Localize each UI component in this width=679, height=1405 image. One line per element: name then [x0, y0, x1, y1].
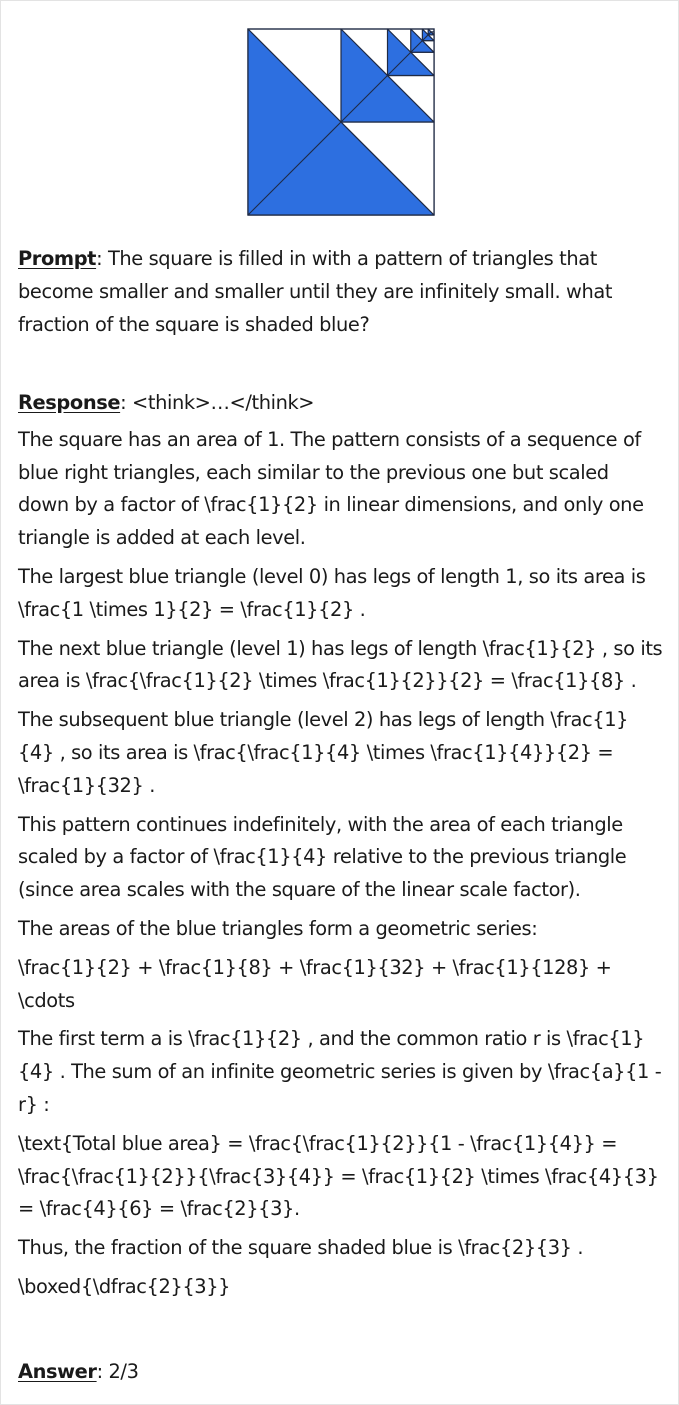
response-paragraph: The first term a is \frac{1}{2} , and the common ratio r is \frac{1}{4} . The sum of an infinite geometric series is given by \frac{a}{1 - r} : — [18, 1027, 662, 1116]
response-paragraph: The next blue triangle (level 1) has legs of length \frac{1}{2} , so its area is \frac{\frac{1}{2} \times \frac{1}{2}}{2} = \frac{1}{8} . — [18, 636, 663, 693]
response-paragraph: The subsequent blue triangle (level 2) has legs of length \frac{1}{4} , so its area is \frac{\frac{1}{4} \times \frac{1}{4}}{2} = \frac{1}{32} . — [18, 708, 629, 797]
response-paragraph: \boxed{\dfrac{2}{3}} — [18, 1274, 231, 1298]
response-paragraph: \frac{1}{2} + \frac{1}{8} + \frac{1}{32} + \frac{1}{128} + \cdots — [18, 955, 612, 1012]
response-paragraph: The largest blue triangle (level 0) has legs of length 1, so its area is \frac{1 \times 1}{2} = \frac{1}{2} . — [18, 564, 646, 621]
square-diagram — [247, 28, 435, 217]
triangle-pattern-figure — [247, 28, 435, 217]
response-paragraph: This pattern continues indefinitely, with the area of each triangle scaled by a factor of \frac{1}{4} relative to the previous triangle (since area scales with the square of the linear scale factor). — [18, 812, 627, 902]
response-body — [18, 424, 663, 1304]
answer-label: Answer — [18, 1360, 97, 1383]
response-header: Response: <think>…</think> — [18, 391, 315, 414]
response-paragraph: The square has an area of 1. The pattern consists of a sequence of blue right triangles, each similar to the previous one but scaled down by a factor of \frac{1}{2} in linear dimensions, and only one triangle is added at each level. — [18, 427, 644, 550]
prompt-text: The square is filled in with a pattern of triangles that become smaller and smaller until they are infinitely small. what fraction of the square is shaded blue? — [18, 247, 613, 336]
prompt-block: Prompt: The square is filled in with a pattern of triangles that become smaller and smaller until they are infinitely small. what fraction of the square is shaded blue? — [18, 247, 613, 336]
answer-block: Answer: 2/3 — [18, 1360, 139, 1383]
response-paragraph: \text{Total blue area} = \frac{\frac{1}{2}}{1 - \frac{1}{4}} = \frac{\frac{1}{2}}{\frac{3}{4}} = \frac{1}{2} \times \frac{4}{3} = \frac{4}{6} = \frac{2}{3}. — [18, 1131, 659, 1221]
prompt-label: Prompt — [18, 247, 97, 270]
response-label: Response — [18, 391, 121, 414]
response-paragraph: The areas of the blue triangles form a geometric series: — [18, 916, 538, 940]
response-block — [18, 387, 663, 1310]
think-tag: <think>…</think> — [132, 391, 315, 414]
answer-value: 2/3 — [108, 1360, 139, 1383]
response-paragraph: Thus, the fraction of the square shaded blue is \frac{2}{3} . — [18, 1236, 584, 1260]
